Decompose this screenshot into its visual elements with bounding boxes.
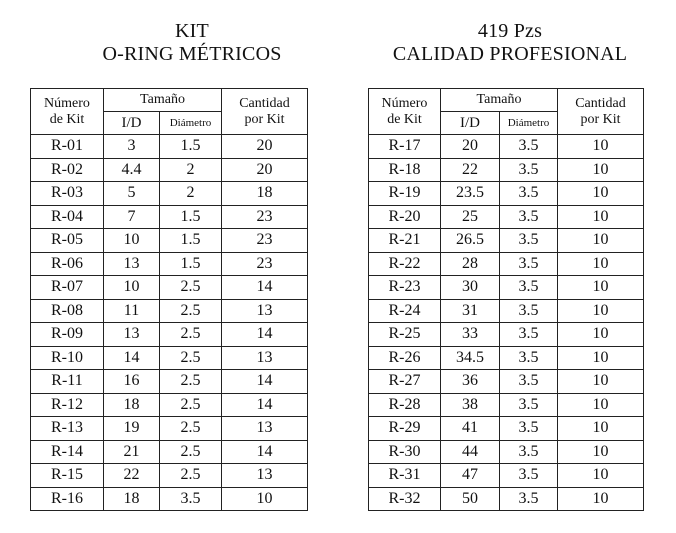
- right-title-line2: CALIDAD PROFESIONAL: [392, 43, 628, 65]
- kit-code-cell: R-20: [369, 205, 441, 229]
- kit-code-cell: R-01: [31, 135, 104, 159]
- inner-diameter-cell: 5: [104, 182, 160, 206]
- quantity-cell: 14: [222, 393, 308, 417]
- kit-code-cell: R-15: [31, 464, 104, 488]
- cross-section-cell: 3.5: [500, 182, 558, 206]
- cross-section-cell: 2: [160, 182, 222, 206]
- cross-section-cell: 1.5: [160, 252, 222, 276]
- cross-section-cell: 2.5: [160, 299, 222, 323]
- inner-diameter-cell: 36: [441, 370, 500, 394]
- inner-diameter-cell: 23.5: [441, 182, 500, 206]
- table-row: [31, 487, 308, 511]
- quantity-cell: 14: [222, 323, 308, 347]
- kit-code-cell: R-12: [31, 393, 104, 417]
- table-row: [31, 182, 308, 206]
- quantity-cell: 13: [222, 417, 308, 441]
- kit-code-cell: R-11: [31, 370, 104, 394]
- cross-section-cell: 3.5: [500, 205, 558, 229]
- quantity-cell: 13: [222, 346, 308, 370]
- quantity-cell: 10: [558, 252, 644, 276]
- quantity-cell: 10: [558, 229, 644, 253]
- right-title-line1: 419 Pzs: [477, 20, 543, 42]
- inner-diameter-cell: 14: [104, 346, 160, 370]
- quantity-cell: 10: [558, 299, 644, 323]
- header-por-kit: por Kit: [580, 111, 621, 127]
- cross-section-cell: 2: [160, 158, 222, 182]
- table-row: [31, 299, 308, 323]
- kit-code-cell: R-27: [369, 370, 441, 394]
- inner-diameter-cell: 19: [104, 417, 160, 441]
- table-row: [369, 205, 644, 229]
- table-row: [31, 440, 308, 464]
- header-tamano: Tamaño: [104, 89, 222, 112]
- inner-diameter-cell: 10: [104, 229, 160, 253]
- inner-diameter-cell: 21: [104, 440, 160, 464]
- kit-code-cell: R-26: [369, 346, 441, 370]
- cross-section-cell: 2.5: [160, 276, 222, 300]
- cross-section-cell: 2.5: [160, 393, 222, 417]
- cross-section-cell: 3.5: [500, 417, 558, 441]
- quantity-cell: 10: [558, 487, 644, 511]
- cross-section-cell: 3.5: [500, 229, 558, 253]
- cross-section-cell: 2.5: [160, 370, 222, 394]
- quantity-cell: 10: [558, 182, 644, 206]
- quantity-cell: 10: [558, 440, 644, 464]
- table-row: [369, 182, 644, 206]
- quantity-cell: 10: [558, 393, 644, 417]
- left-table: [30, 88, 308, 511]
- header-tamano: Tamaño: [441, 89, 558, 112]
- cross-section-cell: 2.5: [160, 440, 222, 464]
- kit-code-cell: R-07: [31, 276, 104, 300]
- table-row: [31, 229, 308, 253]
- kit-code-cell: R-05: [31, 229, 104, 253]
- header-quantity: [558, 89, 644, 135]
- cross-section-cell: 3.5: [500, 252, 558, 276]
- quantity-cell: 23: [222, 229, 308, 253]
- kit-code-cell: R-17: [369, 135, 441, 159]
- header-id: I/D: [441, 112, 500, 135]
- inner-diameter-cell: 7: [104, 205, 160, 229]
- table-row: [31, 135, 308, 159]
- inner-diameter-cell: 4.4: [104, 158, 160, 182]
- inner-diameter-cell: 38: [441, 393, 500, 417]
- inner-diameter-cell: 22: [104, 464, 160, 488]
- header-diametro: Diámetro: [160, 112, 222, 135]
- inner-diameter-cell: 13: [104, 252, 160, 276]
- quantity-cell: 10: [558, 370, 644, 394]
- kit-code-cell: R-16: [31, 487, 104, 511]
- table-row: [369, 135, 644, 159]
- table-row: [369, 323, 644, 347]
- kit-code-cell: R-30: [369, 440, 441, 464]
- header-diametro: Diámetro: [500, 112, 558, 135]
- table-row: [369, 252, 644, 276]
- header-numero: Número: [381, 95, 428, 111]
- inner-diameter-cell: 25: [441, 205, 500, 229]
- right-table-body: [369, 135, 644, 511]
- inner-diameter-cell: 18: [104, 393, 160, 417]
- table-row: [31, 252, 308, 276]
- quantity-cell: 13: [222, 464, 308, 488]
- inner-diameter-cell: 13: [104, 323, 160, 347]
- kit-code-cell: R-18: [369, 158, 441, 182]
- cross-section-cell: 3.5: [500, 440, 558, 464]
- table-row: [369, 487, 644, 511]
- inner-diameter-cell: 16: [104, 370, 160, 394]
- quantity-cell: 13: [222, 299, 308, 323]
- table-row: [31, 276, 308, 300]
- quantity-cell: 10: [558, 464, 644, 488]
- kit-code-cell: R-21: [369, 229, 441, 253]
- table-row: [369, 370, 644, 394]
- kit-code-cell: R-04: [31, 205, 104, 229]
- quantity-cell: 10: [558, 346, 644, 370]
- cross-section-cell: 3.5: [500, 299, 558, 323]
- table-row: [31, 346, 308, 370]
- quantity-cell: 18: [222, 182, 308, 206]
- inner-diameter-cell: 18: [104, 487, 160, 511]
- header-de-kit: de Kit: [387, 111, 422, 127]
- quantity-cell: 14: [222, 370, 308, 394]
- cross-section-cell: 3.5: [500, 370, 558, 394]
- cross-section-cell: 2.5: [160, 346, 222, 370]
- kit-code-cell: R-23: [369, 276, 441, 300]
- cross-section-cell: 3.5: [500, 487, 558, 511]
- kit-code-cell: R-31: [369, 464, 441, 488]
- inner-diameter-cell: 50: [441, 487, 500, 511]
- quantity-cell: 20: [222, 135, 308, 159]
- kit-code-cell: R-32: [369, 487, 441, 511]
- inner-diameter-cell: 20: [441, 135, 500, 159]
- kit-code-cell: R-24: [369, 299, 441, 323]
- header-numero: Número: [44, 95, 90, 111]
- cross-section-cell: 3.5: [500, 346, 558, 370]
- inner-diameter-cell: 33: [441, 323, 500, 347]
- table-row: [31, 417, 308, 441]
- cross-section-cell: 2.5: [160, 323, 222, 347]
- header-id: I/D: [104, 112, 160, 135]
- table-row: [369, 229, 644, 253]
- header-cantidad: Cantidad: [239, 95, 290, 111]
- cross-section-cell: 3.5: [500, 323, 558, 347]
- header-por-kit: por Kit: [244, 111, 285, 127]
- cross-section-cell: 1.5: [160, 229, 222, 253]
- kit-code-cell: R-10: [31, 346, 104, 370]
- header-cantidad: Cantidad: [575, 95, 626, 111]
- cross-section-cell: 1.5: [160, 205, 222, 229]
- inner-diameter-cell: 34.5: [441, 346, 500, 370]
- table-row: [31, 158, 308, 182]
- quantity-cell: 10: [558, 276, 644, 300]
- header-de-kit: de Kit: [49, 111, 85, 127]
- cross-section-cell: 3.5: [500, 276, 558, 300]
- kit-code-cell: R-29: [369, 417, 441, 441]
- inner-diameter-cell: 31: [441, 299, 500, 323]
- quantity-cell: 14: [222, 276, 308, 300]
- kit-code-cell: R-14: [31, 440, 104, 464]
- kit-code-cell: R-02: [31, 158, 104, 182]
- quantity-cell: 10: [558, 323, 644, 347]
- quantity-cell: 23: [222, 205, 308, 229]
- left-table-body: [31, 135, 308, 511]
- table-row: [31, 323, 308, 347]
- table-row: [369, 464, 644, 488]
- table-row: [369, 417, 644, 441]
- inner-diameter-cell: 26.5: [441, 229, 500, 253]
- left-title-line1: KIT: [175, 20, 209, 42]
- table-row: [369, 393, 644, 417]
- left-title: [52, 20, 332, 66]
- quantity-cell: 10: [558, 205, 644, 229]
- inner-diameter-cell: 22: [441, 158, 500, 182]
- quantity-cell: 10: [558, 417, 644, 441]
- kit-code-cell: R-28: [369, 393, 441, 417]
- cross-section-cell: 3.5: [500, 393, 558, 417]
- right-title: [370, 20, 650, 66]
- inner-diameter-cell: 41: [441, 417, 500, 441]
- table-row: [369, 276, 644, 300]
- inner-diameter-cell: 28: [441, 252, 500, 276]
- inner-diameter-cell: 11: [104, 299, 160, 323]
- kit-code-cell: R-09: [31, 323, 104, 347]
- table-row: [31, 393, 308, 417]
- cross-section-cell: 2.5: [160, 464, 222, 488]
- table-row: [31, 464, 308, 488]
- quantity-cell: 10: [222, 487, 308, 511]
- kit-code-cell: R-19: [369, 182, 441, 206]
- kit-code-cell: R-25: [369, 323, 441, 347]
- left-title-line2: O-RING MÉTRICOS: [102, 43, 282, 65]
- kit-code-cell: R-22: [369, 252, 441, 276]
- quantity-cell: 23: [222, 252, 308, 276]
- inner-diameter-cell: 47: [441, 464, 500, 488]
- table-row: [369, 346, 644, 370]
- right-table: [368, 88, 644, 511]
- cross-section-cell: 3.5: [500, 158, 558, 182]
- quantity-cell: 10: [558, 135, 644, 159]
- kit-code-cell: R-06: [31, 252, 104, 276]
- quantity-cell: 14: [222, 440, 308, 464]
- table-row: [31, 370, 308, 394]
- cross-section-cell: 3.5: [160, 487, 222, 511]
- header-kit-number: [31, 89, 104, 135]
- table-row: [369, 158, 644, 182]
- inner-diameter-cell: 3: [104, 135, 160, 159]
- table-row: [31, 205, 308, 229]
- inner-diameter-cell: 10: [104, 276, 160, 300]
- inner-diameter-cell: 44: [441, 440, 500, 464]
- cross-section-cell: 3.5: [500, 135, 558, 159]
- table-row: [369, 440, 644, 464]
- kit-code-cell: R-03: [31, 182, 104, 206]
- quantity-cell: 20: [222, 158, 308, 182]
- header-quantity: [222, 89, 308, 135]
- table-row: [369, 299, 644, 323]
- cross-section-cell: 1.5: [160, 135, 222, 159]
- cross-section-cell: 3.5: [500, 464, 558, 488]
- quantity-cell: 10: [558, 158, 644, 182]
- kit-code-cell: R-08: [31, 299, 104, 323]
- cross-section-cell: 2.5: [160, 417, 222, 441]
- inner-diameter-cell: 30: [441, 276, 500, 300]
- header-kit-number: [369, 89, 441, 135]
- kit-code-cell: R-13: [31, 417, 104, 441]
